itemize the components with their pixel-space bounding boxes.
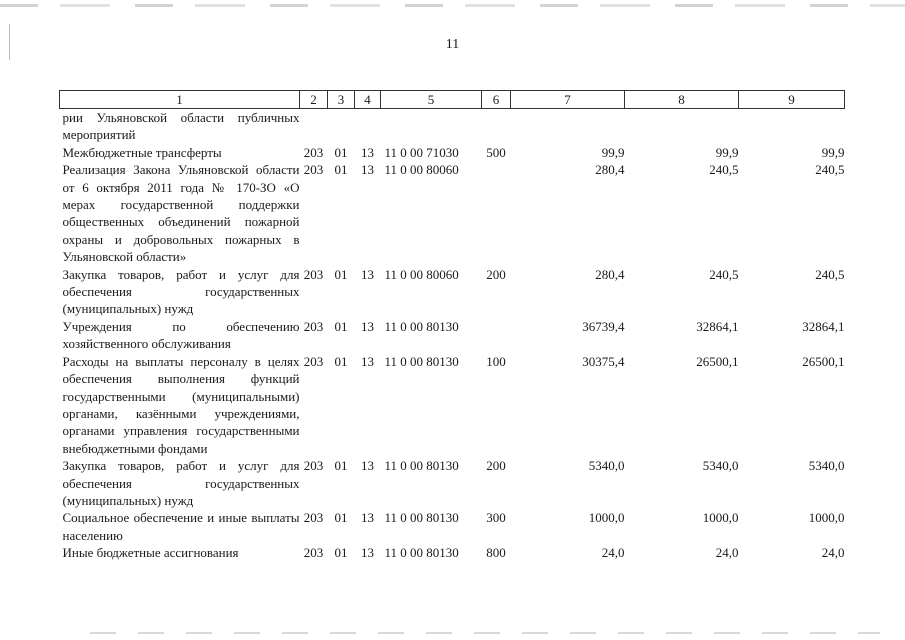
- amount-year-2-cell: [625, 109, 739, 144]
- amount-year-3-cell: [739, 109, 845, 144]
- table-row: [60, 353, 845, 457]
- table-row: [60, 318, 845, 353]
- target-article-cell: 11 0 00 71030: [384, 144, 459, 160]
- section-code-cell: [328, 109, 355, 144]
- budget-table: [59, 90, 845, 562]
- amount-year-3-cell: 24,0: [821, 545, 845, 561]
- subsection-code-cell: 13: [361, 162, 374, 178]
- amount-year-2-cell: 1000,0: [702, 510, 739, 526]
- expense-type-cell: [482, 109, 511, 144]
- amount-year-1-cell: 99,9: [601, 144, 625, 160]
- column-header: 3: [328, 91, 355, 109]
- ministry-code-cell: 203: [303, 545, 324, 561]
- subsection-code-cell: 13: [361, 545, 374, 561]
- target-article-cell: 11 0 00 80130: [384, 353, 459, 369]
- expense-type-cell: [482, 318, 511, 353]
- subsection-code-cell: 13: [361, 318, 374, 334]
- table-row: [60, 109, 845, 144]
- amount-year-3-cell: 1000,0: [808, 510, 845, 526]
- row-name-cell: рии Ульяновской области публичных мероприятий: [62, 110, 300, 143]
- table-row: [60, 161, 845, 265]
- row-name-cell: Социальное обеспечение и иные выплаты населению: [62, 510, 300, 543]
- section-code-cell: 01: [334, 353, 348, 369]
- amount-year-1-cell: 24,0: [601, 545, 625, 561]
- amount-year-1-cell: 36739,4: [582, 318, 625, 334]
- row-name-cell: Закупка товаров, работ и услуг для обеспечения государственных (муниципальных) нужд: [62, 458, 300, 508]
- ministry-code-cell: 203: [303, 353, 324, 369]
- amount-year-2-cell: 5340,0: [702, 458, 739, 474]
- table-row: [60, 544, 845, 561]
- column-header: 6: [482, 91, 511, 109]
- subsection-code-cell: 13: [361, 510, 374, 526]
- subsection-code-cell: 13: [361, 266, 374, 282]
- expense-type-cell: 100: [486, 353, 506, 369]
- scan-artifact-bottom: [90, 632, 880, 634]
- target-article-cell: 11 0 00 80130: [384, 318, 459, 334]
- amount-year-3-cell: 240,5: [815, 266, 845, 282]
- amount-year-2-cell: 24,0: [715, 545, 739, 561]
- page-number: 11: [445, 37, 460, 52]
- ministry-code-cell: [300, 109, 328, 144]
- column-header: 9: [739, 91, 845, 109]
- subsection-code-cell: 13: [361, 353, 374, 369]
- ministry-code-cell: 203: [303, 266, 324, 282]
- table-body: [60, 109, 845, 562]
- amount-year-3-cell: 26500,1: [802, 353, 845, 369]
- expense-type-cell: 200: [486, 266, 506, 282]
- amount-year-1-cell: 30375,4: [582, 353, 625, 369]
- section-code-cell: 01: [334, 318, 348, 334]
- section-code-cell: 01: [334, 510, 348, 526]
- ministry-code-cell: 203: [303, 510, 324, 526]
- expense-type-cell: 500: [486, 144, 506, 160]
- table-row: [60, 266, 845, 318]
- column-header: 7: [511, 91, 625, 109]
- section-code-cell: 01: [334, 266, 348, 282]
- section-code-cell: 01: [334, 162, 348, 178]
- amount-year-2-cell: 240,5: [709, 162, 739, 178]
- amount-year-2-cell: 240,5: [709, 266, 739, 282]
- ministry-code-cell: 203: [303, 458, 324, 474]
- amount-year-3-cell: 5340,0: [808, 458, 845, 474]
- scan-artifact-top: [0, 4, 905, 7]
- row-name-cell: Расходы на выплаты персоналу в целях обеспечения выполнения функций государственными (муниципальными) органами, казёнными учреждениями, органами управления государственными внебюджетными фондами: [62, 353, 300, 456]
- row-name-cell: Иные бюджетные ассигнования: [62, 545, 239, 561]
- expense-type-cell: 300: [486, 510, 506, 526]
- ministry-code-cell: 203: [303, 318, 324, 334]
- subsection-code-cell: [355, 109, 381, 144]
- subsection-code-cell: 13: [361, 144, 374, 160]
- section-code-cell: 01: [334, 144, 348, 160]
- ministry-code-cell: 203: [303, 162, 324, 178]
- amount-year-2-cell: 99,9: [715, 144, 739, 160]
- amount-year-3-cell: 240,5: [815, 162, 845, 178]
- amount-year-2-cell: 26500,1: [696, 353, 739, 369]
- amount-year-1-cell: 280,4: [595, 266, 625, 282]
- table-row: [60, 457, 845, 509]
- column-header: 2: [300, 91, 328, 109]
- table-row: [60, 509, 845, 544]
- column-header: 4: [355, 91, 381, 109]
- ministry-code-cell: 203: [303, 144, 324, 160]
- expense-type-cell: 200: [486, 458, 506, 474]
- amount-year-3-cell: 32864,1: [802, 318, 845, 334]
- row-name-cell: Закупка товаров, работ и услуг для обеспечения государственных (муниципальных) нужд: [62, 266, 300, 317]
- section-code-cell: 01: [334, 545, 348, 561]
- column-header: 5: [381, 91, 482, 109]
- row-name-cell: Реализация Закона Ульяновской области от 6 октября 2011 года № 170-ЗО «О мерах государственной поддержки общественных объединений пожарной охраны и добровольных пожарных в Ульяновской области»: [62, 162, 300, 265]
- expense-type-cell: [482, 161, 511, 265]
- row-name-cell: Межбюджетные трансферты: [62, 144, 222, 160]
- column-header: 1: [60, 91, 300, 109]
- target-article-cell: [381, 109, 482, 144]
- amount-year-3-cell: 99,9: [821, 144, 845, 160]
- column-header: 8: [625, 91, 739, 109]
- row-name-cell: Учреждения по обеспечению хозяйственного обслуживания: [62, 318, 300, 352]
- expense-type-cell: 800: [486, 545, 506, 561]
- target-article-cell: 11 0 00 80060: [384, 266, 459, 282]
- target-article-cell: 11 0 00 80130: [384, 458, 459, 474]
- subsection-code-cell: 13: [361, 458, 374, 474]
- table-header-row: [60, 91, 845, 109]
- target-article-cell: 11 0 00 80130: [384, 510, 459, 526]
- target-article-cell: 11 0 00 80130: [384, 545, 459, 561]
- amount-year-1-cell: 280,4: [595, 162, 625, 178]
- target-article-cell: 11 0 00 80060: [384, 162, 459, 178]
- amount-year-1-cell: 1000,0: [588, 510, 625, 526]
- amount-year-1-cell: 5340,0: [588, 458, 625, 474]
- amount-year-1-cell: [511, 109, 625, 144]
- table-row: [60, 144, 845, 161]
- amount-year-2-cell: 32864,1: [696, 318, 739, 334]
- section-code-cell: 01: [334, 458, 348, 474]
